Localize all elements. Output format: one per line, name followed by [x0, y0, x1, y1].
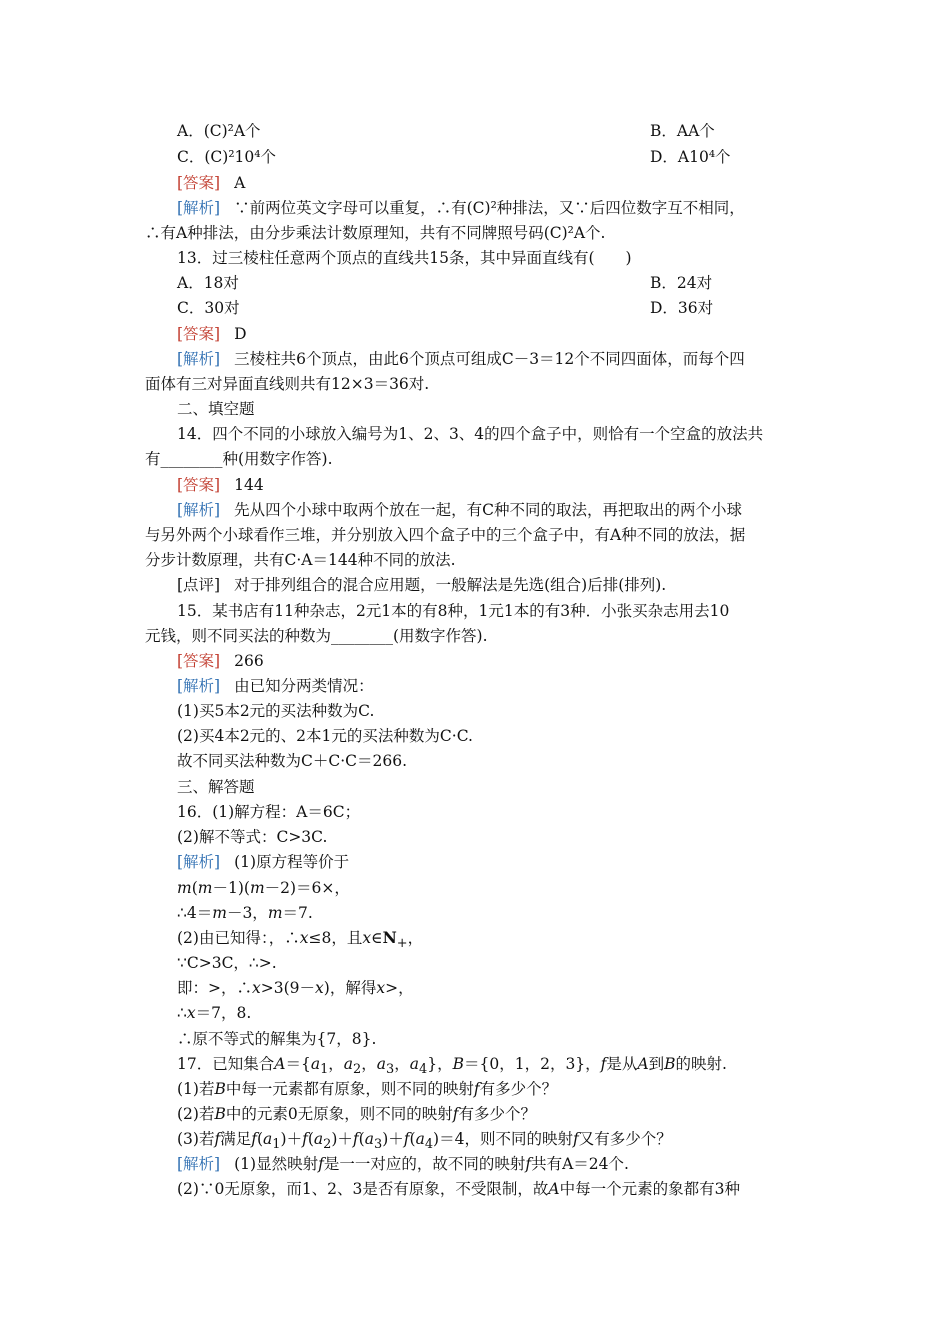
- math-var: f: [452, 1105, 459, 1123]
- q17-stem-line4: [177, 1128, 842, 1156]
- q16-explanation-line8: ∴原不等式的解集为{7，8}.: [177, 1030, 377, 1048]
- math-subscript: 1: [320, 1062, 329, 1078]
- q12-options-row1: [177, 120, 842, 142]
- q12-explanation-line2: ∴有A种排法，由分步乘法计数原理知，共有不同牌照号码(C)²A个.: [145, 224, 606, 242]
- math-text: 中的元素0无原象，则不同的映射: [225, 1105, 453, 1123]
- q17-stem-line1: [177, 1053, 842, 1081]
- math-text: 17．已知集合: [177, 1055, 275, 1073]
- explanation-tag: [解析]: [177, 501, 221, 519]
- math-var: a: [313, 1130, 324, 1148]
- math-text: )，解得: [323, 979, 377, 997]
- math-var: m: [212, 904, 227, 922]
- q16-explanation-line3: [177, 902, 842, 924]
- q12-options-row2: [177, 146, 842, 168]
- q17-stem-line3: [177, 1103, 842, 1125]
- q15-stem-line1: 15．某书店有11种杂志，2元1本的有8种，1元1本的有3种．小张买杂志用去10: [177, 602, 730, 620]
- math-text: )＝4，则不同的映射: [433, 1130, 573, 1148]
- q12-explanation-line1: [177, 197, 810, 219]
- math-var: m: [249, 879, 265, 897]
- q15-answer: [177, 650, 842, 672]
- math-var: x: [362, 929, 372, 947]
- math-text: ∴: [177, 1004, 187, 1022]
- q13-option-d: D．36对: [650, 299, 714, 317]
- answer-tag: [答案]: [177, 476, 221, 494]
- q14-explanation-text1: 先从四个小球中取两个放在一起，有C种不同的取法，再把取出的两个小球: [234, 501, 742, 519]
- math-var: B: [214, 1080, 226, 1098]
- q12-answer-value: A: [234, 174, 246, 192]
- math-var: f: [473, 1080, 480, 1098]
- math-var: a: [310, 1055, 321, 1073]
- q14-stem-line1: 14．四个不同的小球放入编号为1、2、3、4的四个盒子中，则恰有一个空盒的放法共: [177, 425, 764, 443]
- q14-comment: [177, 574, 842, 596]
- math-var: f: [572, 1130, 579, 1148]
- q14-answer-value: 144: [234, 476, 264, 494]
- math-text: ，: [407, 929, 424, 947]
- q14-stem-line2: 有________种(用数字作答).: [145, 450, 333, 468]
- math-text: (: [256, 1130, 264, 1148]
- math-var: x: [186, 1004, 196, 1022]
- math-text: ＝{0，1，2，3}，: [464, 1055, 601, 1073]
- math-text: )＋: [382, 1130, 404, 1148]
- math-subscript: +: [396, 936, 408, 952]
- math-text: 有多少个？: [458, 1105, 536, 1123]
- math-set-symbol: N: [382, 928, 397, 947]
- answer-tag: [答案]: [177, 652, 221, 670]
- math-text: 共有A＝24个.: [531, 1155, 629, 1173]
- math-subscript: 4: [419, 1062, 428, 1078]
- math-text: 中每一个元素的象都有3种: [559, 1180, 740, 1198]
- q14-comment-text: 对于排列组合的混合应用题，一般解法是先选(组合)后排(排列).: [234, 576, 667, 594]
- q15-explanation-line1: [177, 675, 842, 697]
- q13-options-row2: [177, 297, 842, 319]
- math-var: f: [318, 1155, 324, 1173]
- math-text: )＋: [331, 1130, 353, 1148]
- math-var: B: [214, 1105, 226, 1123]
- math-var: f: [352, 1130, 359, 1148]
- math-text: 是一一对应的，故不同的映射: [323, 1155, 526, 1173]
- q15-stem-line2: 元钱，则不同买法的种数为________(用数字作答).: [145, 627, 488, 645]
- q16-explanation-line2: [177, 877, 842, 899]
- math-var: a: [263, 1130, 273, 1148]
- math-text: ，: [394, 1055, 410, 1073]
- math-text: 是从: [606, 1055, 638, 1073]
- explanation-tag: [解析]: [177, 677, 221, 695]
- math-subscript: 3: [373, 1137, 383, 1153]
- math-text: (1)显然映射: [234, 1155, 319, 1173]
- math-text: (: [409, 1130, 416, 1148]
- q12-option-b: B．AA个: [650, 122, 715, 140]
- math-text: －2)＝6×，: [264, 879, 350, 897]
- q12-option-c: C．(C)²10⁴个: [177, 148, 276, 166]
- math-var: B: [664, 1055, 676, 1073]
- q14-explanation-line2: 与另外两个小球看作三堆，并分别放入四个盒子中的三个盒子中，有A种不同的放法，据: [145, 526, 746, 544]
- math-text: －3，: [226, 904, 268, 922]
- math-var: a: [409, 1055, 420, 1073]
- q12-option-d: D．A10⁴个: [650, 148, 731, 166]
- q13-stem: 13．过三棱柱任意两个顶点的直线共15条，其中异面直线有( ): [177, 249, 632, 267]
- q12-option-a: A．(C)²A个: [177, 122, 261, 140]
- math-var: x: [252, 979, 261, 997]
- math-var: f: [251, 1130, 257, 1148]
- math-var: a: [364, 1130, 374, 1148]
- q13-explanation-line2: 面体有三对异面直线则共有12×3＝36对.: [145, 375, 430, 393]
- math-var: x: [315, 979, 324, 997]
- math-var: f: [403, 1130, 410, 1148]
- math-var: A: [548, 1180, 560, 1198]
- math-text: (: [358, 1130, 365, 1148]
- math-text: ，: [361, 1055, 377, 1073]
- q16-explanation-line1: [177, 851, 842, 873]
- math-text: 中每一元素都有原象，则不同的映射: [225, 1080, 474, 1098]
- math-text: 又有多少个？: [578, 1130, 672, 1148]
- math-text: )＋: [280, 1130, 303, 1148]
- q14-answer: [177, 474, 842, 496]
- math-text: ≤8，且: [308, 929, 363, 947]
- q16-explanation-line5: ∵C>3C，∴>.: [177, 954, 277, 972]
- answer-tag: [答案]: [177, 174, 221, 192]
- q15-explanation-line3: (2)买4本2元的、2本1元的买法种数为C·C.: [177, 727, 473, 745]
- math-text: ＝{: [285, 1055, 311, 1073]
- q16-stem-line1: 16．(1)解方程：A＝6C；: [177, 803, 361, 821]
- math-text: 到: [648, 1055, 665, 1073]
- math-var: m: [177, 879, 192, 897]
- math-text: (2)∵0无原象，而1、2、3是否有原象，不受限制，故: [177, 1180, 549, 1198]
- q16-explanation-line4: [177, 927, 842, 955]
- q17-explanation-line2: [177, 1178, 842, 1200]
- q13-option-a: A．18对: [177, 274, 239, 292]
- math-text: ＝7，8.: [195, 1004, 252, 1022]
- q13-explanation-text1: 三棱柱共6个顶点，由此6个顶点可组成C－3＝12个不同四面体，而每个四: [234, 350, 745, 368]
- math-var: f: [525, 1155, 532, 1173]
- q17-explanation-line1: [177, 1153, 842, 1175]
- math-var: A: [637, 1055, 649, 1073]
- math-text: (: [191, 879, 198, 897]
- math-text: 的映射.: [675, 1055, 727, 1073]
- q15-answer-value: 266: [234, 652, 264, 670]
- answer-tag: [答案]: [177, 325, 221, 343]
- q14-explanation-line1: [177, 499, 842, 521]
- q13-option-b: B．24对: [650, 274, 713, 292]
- q17-stem-line2: [177, 1078, 842, 1100]
- q15-explanation-text1: 由已知分两类情况：: [234, 677, 374, 695]
- math-text: 满足: [220, 1130, 252, 1148]
- math-var: f: [302, 1130, 308, 1148]
- section-heading-solutions: 三、解答题: [177, 778, 255, 796]
- q14-explanation-line3: 分步计数原理，共有C·A＝144种不同的放法.: [145, 551, 456, 569]
- math-var: m: [197, 879, 213, 897]
- math-var: a: [376, 1055, 387, 1073]
- explanation-tag: [解析]: [177, 350, 221, 368]
- math-var: m: [267, 904, 283, 922]
- q16-explanation-text1: (1)原方程等价于: [234, 853, 350, 871]
- math-text: ，: [328, 1055, 344, 1073]
- explanation-tag: [解析]: [177, 199, 221, 217]
- math-var: a: [343, 1055, 354, 1073]
- q15-explanation-line2: (1)买5本2元的买法种数为C.: [177, 702, 375, 720]
- math-var: a: [415, 1130, 425, 1148]
- q16-explanation-line7: [177, 1002, 842, 1024]
- math-subscript: 1: [272, 1137, 281, 1153]
- q13-explanation-line1: [177, 348, 842, 370]
- comment-tag: [点评]: [177, 576, 221, 594]
- math-subscript: 4: [424, 1137, 434, 1153]
- q13-option-c: C．30对: [177, 299, 240, 317]
- math-text: >3(9－: [260, 979, 316, 997]
- math-var: B: [452, 1055, 464, 1073]
- math-text: (1)若: [177, 1080, 215, 1098]
- q13-options-row1: [177, 272, 842, 294]
- math-text: －1)(: [212, 879, 250, 897]
- q12-explanation-text1: ∵前两位英文字母可以重复，∴有(C)²种排法，又∵后四位数字互不相同，: [234, 199, 745, 217]
- q12-answer: [177, 172, 842, 194]
- math-var: x: [376, 979, 386, 997]
- math-text: ＝7.: [282, 904, 313, 922]
- math-var: f: [600, 1055, 607, 1073]
- q16-stem-line2: (2)解不等式：C>3C.: [177, 828, 328, 846]
- math-text: }，: [427, 1055, 453, 1073]
- math-subscript: 2: [353, 1062, 362, 1078]
- q13-answer-value: D: [234, 325, 247, 343]
- math-var: f: [214, 1130, 221, 1148]
- math-text: (2)若: [177, 1105, 215, 1123]
- math-var: A: [274, 1055, 286, 1073]
- math-text: ∈: [371, 929, 383, 947]
- q13-answer: [177, 323, 842, 345]
- math-text: 有多少个？: [479, 1080, 558, 1098]
- math-text: (3)若: [177, 1130, 215, 1148]
- math-text: >，: [385, 979, 414, 997]
- q16-explanation-line6: [177, 977, 842, 999]
- math-text: (: [307, 1130, 314, 1148]
- explanation-tag: [解析]: [177, 1155, 221, 1173]
- math-text: (2)由已知得：，∴: [177, 929, 300, 947]
- q15-explanation-line4: 故不同买法种数为C＋C·C＝266.: [177, 752, 408, 770]
- math-text: ∴4＝: [177, 904, 213, 922]
- section-heading-fill-in: 二、填空题: [177, 400, 255, 418]
- explanation-tag: [解析]: [177, 853, 221, 871]
- math-text: 即：>，∴: [177, 979, 252, 997]
- math-var: x: [299, 929, 309, 947]
- math-subscript: 2: [323, 1137, 332, 1153]
- math-subscript: 3: [386, 1062, 395, 1078]
